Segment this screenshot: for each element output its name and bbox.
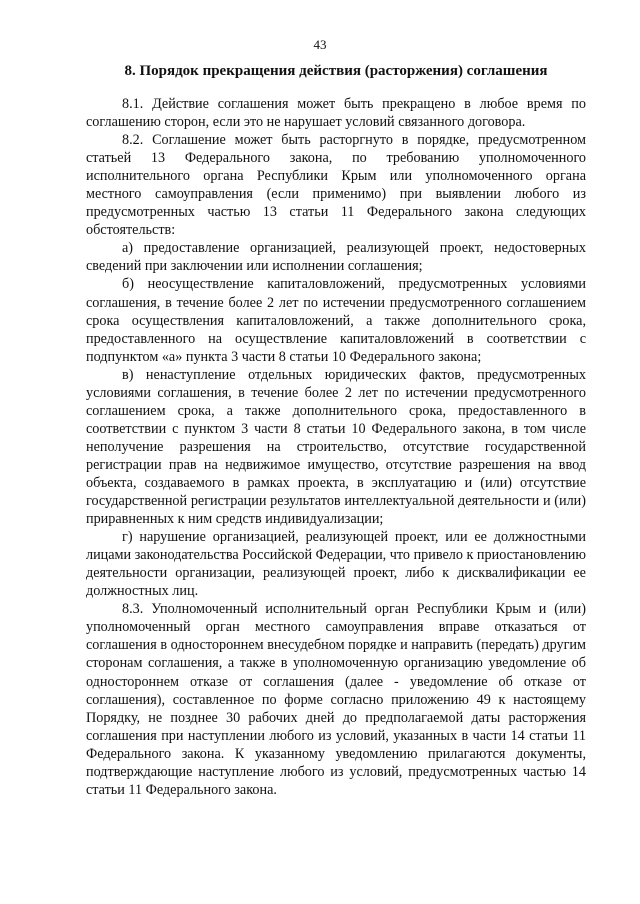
- paragraph-8-1: 8.1. Действие соглашения может быть прекращено в любое время по соглашению сторон, если это не нарушает условий связанного договора.: [86, 96, 586, 131]
- section-title: 8. Порядок прекращения действия (расторжения) соглашения: [124, 63, 548, 79]
- list-item-v: в) ненаступление отдельных юридических фактов, предусмотренных условиями соглашения, в течение более 2 лет по истечении предусмотренного соглашением срока, а также дополнительного срока, предоставленного в соответствии с пунктом 3 части 8 статьи 10 Федерального закона, в том числе неполучение разрешения на строительство, отсутствие государственной регистрации прав на недвижимое имущество, отсутствие разрешения на ввод объекта, создаваемого в рамках проекта, в эксплуатацию и (или) отсутствие государственной регистрации результатов интеллектуальной деятельности и (или) приравненных к ним средств индивидуализации;: [86, 366, 586, 528]
- page-number: 43: [313, 37, 327, 52]
- list-item-a: а) предоставление организацией, реализующей проект, недостоверных сведений при заключении или исполнении соглашения;: [86, 240, 586, 275]
- paragraph-8-3: 8.3. Уполномоченный исполнительный орган Республики Крым и (или) уполномоченный орган местного самоуправления вправе отказаться от соглашения в одностороннем внесудебном порядке и направить (передать) другим сторонам соглашения, а также в уполномоченную организацию уведомление об одностороннем отказе от соглашения (далее - уведомление об отказе от соглашения), составленное по форме согласно приложению 49 к настоящему Порядку, не позднее 30 рабочих дней до предполагаемой даты расторжения соглашения при наступлении любого из условий, указанных в части 14 статьи 11 Федерального закона. К указанному уведомлению прилагаются документы, подтверждающие наступление любого из условий, предусмотренных частью 14 статьи 11 Федерального закона.: [86, 601, 586, 798]
- paragraph-8-2: 8.2. Соглашение может быть расторгнуто в порядке, предусмотренном статьей 13 Федерального закона, по требованию уполномоченного исполнительного органа Республики Крым или уполномоченного органа местного самоуправления (если применимо) при выявлении любого из предусмотренных частью 13 статьи 11 Федерального закона следующих обстоятельств:: [86, 132, 586, 239]
- section-body: [86, 95, 586, 799]
- list-item-b: б) неосуществление капиталовложений, предусмотренных условиями соглашения, в течение более 2 лет по истечении предусмотренного соглашением срока осуществления капиталовложений, а также дополнительного срока, предоставленного на осуществление капиталовложений в соответствии с подпунктом «а» пункта 3 части 8 статьи 10 Федерального закона;: [86, 276, 586, 365]
- list-item-g: г) нарушение организацией, реализующей проект, или ее должностными лицами законодательства Российской Федерации, что привело к приостановлению деятельности организации, реализующей проект, либо к дисквалификации ее должностных лиц.: [86, 529, 586, 600]
